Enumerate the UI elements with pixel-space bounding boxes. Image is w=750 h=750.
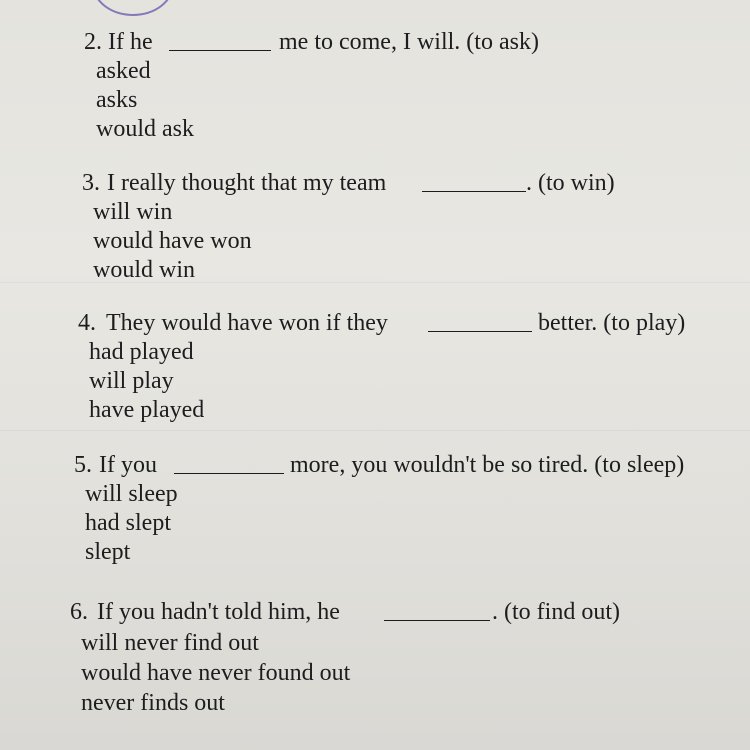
option[interactable]: have played xyxy=(89,397,205,423)
option[interactable]: would have won xyxy=(93,228,252,254)
question-number: 6. xyxy=(70,599,88,625)
question-stem xyxy=(84,28,724,57)
options-list xyxy=(74,480,744,567)
option[interactable]: never finds out xyxy=(81,690,225,716)
option[interactable]: would win xyxy=(93,257,195,283)
answer-blank[interactable] xyxy=(384,620,490,621)
question-text-after: more, you wouldn't be so tired. (to sleep) xyxy=(290,452,685,478)
option[interactable]: asks xyxy=(96,87,138,113)
question-text-before: I really thought that my team xyxy=(107,170,387,196)
option[interactable]: will sleep xyxy=(85,481,178,507)
question-5 xyxy=(74,451,744,567)
pen-circle-mark xyxy=(92,0,174,16)
option[interactable]: would ask xyxy=(96,116,194,142)
question-number: 5. xyxy=(74,452,92,478)
question-text-after: . (to win) xyxy=(526,170,615,196)
answer-blank[interactable] xyxy=(169,50,271,51)
options-list xyxy=(82,198,722,285)
option[interactable]: would have never found out xyxy=(81,660,351,686)
option[interactable]: will play xyxy=(89,368,174,394)
question-stem xyxy=(82,169,722,198)
question-4 xyxy=(78,309,728,425)
option[interactable]: will win xyxy=(93,199,173,225)
question-6 xyxy=(70,598,730,719)
options-list xyxy=(78,338,728,425)
question-text-before: They would have won if they xyxy=(106,310,388,336)
question-text-before: If you hadn't told him, he xyxy=(97,599,340,625)
question-text-before: If you xyxy=(99,452,157,478)
question-3 xyxy=(82,169,722,285)
option[interactable]: asked xyxy=(96,58,151,84)
option[interactable]: will never find out xyxy=(81,630,259,656)
option[interactable]: had slept xyxy=(85,510,171,536)
paper-fold-line xyxy=(0,430,750,431)
question-text-after: . (to find out) xyxy=(492,599,620,625)
option[interactable]: had played xyxy=(89,339,194,365)
answer-blank[interactable] xyxy=(422,191,526,192)
answer-blank[interactable] xyxy=(428,331,532,332)
question-stem xyxy=(78,309,728,338)
question-stem xyxy=(70,598,730,627)
option[interactable]: slept xyxy=(85,539,131,565)
options-list xyxy=(70,627,730,719)
question-number: 2. xyxy=(84,29,102,55)
question-number: 4. xyxy=(78,310,96,336)
question-number: 3. xyxy=(82,170,100,196)
options-list xyxy=(84,57,724,144)
answer-blank[interactable] xyxy=(174,473,284,474)
question-2 xyxy=(84,28,724,144)
question-text-after: better. (to play) xyxy=(538,310,686,336)
question-stem xyxy=(74,451,744,480)
question-text-after: me to come, I will. (to ask) xyxy=(279,29,539,55)
question-text-before: If he xyxy=(108,29,153,55)
